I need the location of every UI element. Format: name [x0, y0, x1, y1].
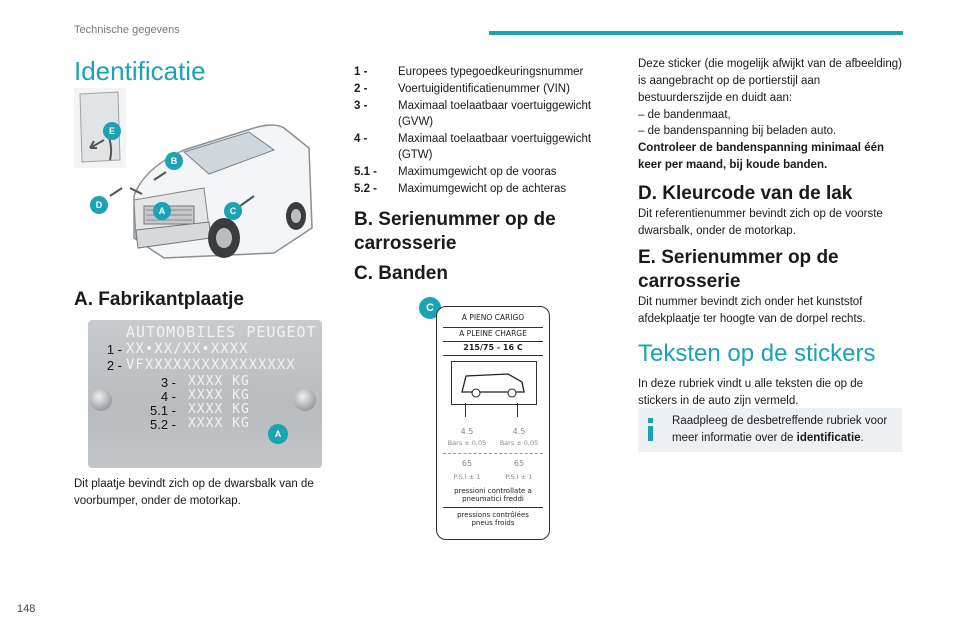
identificatie-link[interactable]: identificatie [796, 432, 861, 444]
sticker-bars-left: 4.5 [460, 427, 474, 436]
sticker-psi-right: 65 [513, 459, 525, 468]
plate-val-3: XXXX KG [188, 374, 250, 389]
info-text: Raadpleeg de desbetreffende rubriek voor meer informatie over de identificatie. [672, 415, 888, 444]
info-icon [648, 418, 654, 442]
plate-num-1: 1 - [106, 342, 122, 357]
plate-num-6: 5.2 - [149, 417, 176, 432]
legend-item: 5.2 - Maximumgewicht op de achteras [354, 183, 567, 195]
page-number: 148 [17, 603, 36, 615]
list-item: – de bandenmaat, [638, 109, 731, 121]
plate-val-4: XXXX KG [188, 388, 250, 403]
plate-num-5: 5.1 - [149, 403, 176, 418]
sticker-bars-label-right: Bars ± 0,05 [499, 439, 539, 447]
info-box [638, 408, 902, 452]
section-d-text: Dit referentienummer bevindt zich op de voorste dwarsbalk, onder de motorkap. [638, 208, 883, 237]
legend-item: 4 - Maximaal toelaatbaar voertuiggewicht (GTW) [354, 133, 592, 161]
sticker-intro-text: Deze sticker (die mogelijk afwijkt van de afbeelding) is aangebracht op de portierstijl aan bestuurderszijde en duidt aan: [638, 58, 902, 104]
plate-num-2: 2 - [106, 358, 122, 373]
plate-num-3: 3 - [160, 375, 176, 390]
section-d-title: D. Kleurcode van de lak [638, 183, 853, 204]
plate-val-1: XX•XX/XX•XXXX [126, 341, 249, 357]
sticker-line-2: A PLEINE CHARGE [459, 329, 527, 338]
list-item: – de bandenspanning bij beladen auto. [638, 125, 837, 137]
marker-d: D [90, 196, 108, 214]
sticker-note-fr: pressions contrôlées pneus froids [457, 511, 529, 527]
sticker-tyre-size: 215/75 - 16 C [463, 343, 523, 352]
plate-marker-a: A [268, 424, 288, 444]
stickers-intro-text: In deze rubriek vindt u alle teksten die op de stickers in de auto zijn vermeld. [638, 378, 864, 407]
marker-b: B [165, 152, 183, 170]
sticker-line-1: A PIENO CARIGO [461, 313, 525, 322]
legend-item: 2 - Voertuigidentificatienummer (VIN) [354, 83, 570, 95]
sticker-bars-right: 4.5 [512, 427, 526, 436]
section-e-text: Dit nummer bevindt zich onder het kunststof afdekplaatje ter hoogte van de dorpel rechts. [638, 296, 866, 325]
sticker-note-it: pressioni controllate a pneumatici freddi [454, 487, 532, 503]
marker-a: A [153, 202, 171, 220]
plate-val-5: XXXX KG [188, 402, 250, 417]
section-c-title: C. Banden [354, 263, 448, 284]
plate-val-2: VFXXXXXXXXXXXXXXXX [126, 357, 296, 373]
page-title: Identificatie [74, 56, 206, 86]
stickers-section-title: Teksten op de stickers [638, 340, 876, 367]
sticker-van-pictogram [451, 361, 537, 405]
plate-num-4: 4 - [160, 389, 176, 404]
section-a-text: Dit plaatje bevindt zich op de dwarsbalk van de voorbumper, onder de motorkap. [74, 478, 314, 507]
section-b-title: B. Serienummer op de carrosserie [354, 209, 556, 254]
header-section-title: Technische gegevens [74, 24, 180, 36]
section-a-title: A. Fabrikantplaatje [74, 289, 244, 310]
plate-brand: AUTOMOBILES PEUGEOT [126, 323, 317, 341]
sticker-marker-c: C [419, 297, 441, 319]
sticker-psi-label-left: P.S.I ± 1 [453, 473, 481, 481]
plate-rivet-right [294, 389, 316, 411]
legend-item: 5.1 - Maximumgewicht op de vooras [354, 166, 557, 178]
legend-item: 3 - Maximaal toelaatbaar voertuiggewicht (GVW) [354, 100, 592, 128]
section-e-title: E. Serienummer op de carrosserie [638, 247, 839, 292]
van-illustration [74, 88, 324, 272]
plate-legend-list [354, 64, 602, 198]
marker-e: E [103, 122, 121, 140]
sticker-bars-label-left: Bars ± 0,05 [447, 439, 487, 447]
legend-item: 1 - Europees typegoedkeuringsnummer [354, 66, 584, 78]
sticker-psi-label-right: P.S.I ± 1 [505, 473, 533, 481]
plate-val-6: XXXX KG [188, 416, 250, 431]
sticker-psi-left: 65 [461, 459, 473, 468]
tyre-pressure-warning: Controleer de bandenspanning minimaal één keer per maand, bij koude banden. [638, 142, 885, 171]
header-accent-bar [489, 31, 903, 35]
plate-rivet-left [90, 389, 112, 411]
tyre-pressure-sticker [436, 306, 550, 540]
manufacturer-plate-image [88, 320, 322, 468]
marker-c: C [224, 202, 242, 220]
